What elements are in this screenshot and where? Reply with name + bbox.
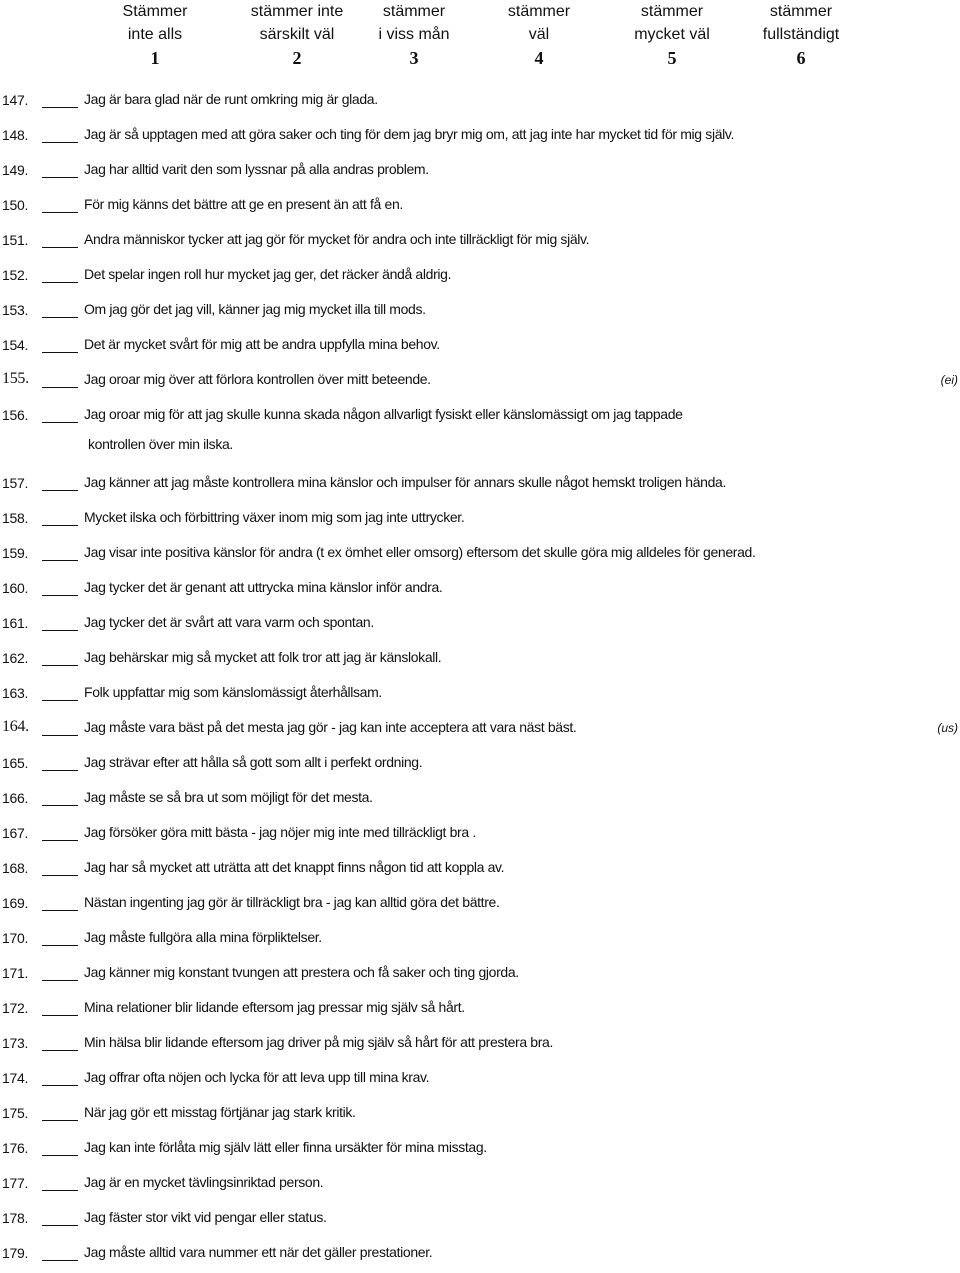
answer-blank[interactable]: [42, 770, 78, 771]
scale-label-line1: stämmer: [769, 3, 833, 20]
item-statement: Jag måste alltid vara nummer ett när det gäller prestationer.: [84, 1244, 433, 1260]
item-statement: Jag offrar ofta nöjen och lycka för att leva upp till mina krav.: [84, 1069, 430, 1085]
answer-blank[interactable]: [42, 317, 78, 318]
questionnaire-item: [0, 1063, 960, 1098]
item-statement: Min hälsa blir lidande eftersom jag driver på mig själv så hårt för att prestera bra.: [84, 1034, 554, 1050]
item-number: 155.: [2, 370, 29, 387]
item-statement: Det är mycket svårt för mig att be andra uppfylla mina behov.: [84, 336, 440, 352]
item-number: 176.: [2, 1140, 29, 1156]
item-statement: Jag är bara glad när de runt omkring mig är glada.: [84, 91, 378, 107]
item-number: 159.: [2, 545, 29, 561]
scale-value: 2: [292, 48, 302, 68]
answer-blank[interactable]: [42, 700, 78, 701]
item-number: 153.: [2, 302, 29, 318]
item-number: 166.: [2, 790, 29, 806]
answer-blank[interactable]: [42, 1015, 78, 1016]
item-statement: Jag kan inte förlåta mig själv lätt eller finna ursäkter för mina misstag.: [84, 1139, 487, 1155]
answer-blank[interactable]: [42, 560, 78, 561]
item-statement: Jag oroar mig över att förlora kontrollen över mitt beteende.: [84, 371, 431, 387]
item-statement: Jag fäster stor vikt vid pengar eller status.: [84, 1209, 327, 1225]
answer-blank[interactable]: [42, 805, 78, 806]
scale-label-line2: inte alls: [127, 26, 183, 43]
item-statement: Jag strävar efter att hålla så gott som allt i perfekt ordning.: [84, 754, 423, 770]
item-statement: Om jag gör det jag vill, känner jag mig mycket illa till mods.: [84, 301, 426, 317]
item-number: 157.: [2, 475, 29, 491]
item-statement: Jag har så mycket att uträtta att det knappt finns någon tid att koppla av.: [84, 859, 505, 875]
scale-option-2: [251, 0, 343, 70]
item-statement: Nästan ingenting jag gör är tillräckligt bra - jag kan alltid göra det bättre.: [84, 894, 500, 910]
item-number: 149.: [2, 162, 29, 178]
questionnaire-item: [0, 1133, 960, 1168]
answer-blank[interactable]: [42, 387, 78, 388]
item-statement: Jag oroar mig för att jag skulle kunna skada någon allvarligt fysiskt eller känslomässigt om jag tappade: [84, 406, 683, 422]
questionnaire-item: [0, 85, 960, 120]
scale-value: 5: [667, 48, 677, 68]
item-statement-continued: kontrollen över min ilska.: [88, 436, 233, 452]
item-number: 178.: [2, 1210, 29, 1226]
questionnaire-item: [0, 993, 960, 1028]
scale-label-line1: stämmer: [507, 3, 571, 20]
questionnaire-items: [0, 85, 960, 1273]
questionnaire-item: [0, 120, 960, 155]
item-number: 170.: [2, 930, 29, 946]
questionnaire-item: [0, 1238, 960, 1273]
scale-label-line1: stämmer: [382, 3, 446, 20]
answer-blank[interactable]: [42, 1190, 78, 1191]
questionnaire-item: [0, 643, 960, 678]
item-number: 162.: [2, 650, 29, 666]
scale-option-4: [508, 0, 570, 70]
questionnaire-item: [0, 190, 960, 225]
answer-blank[interactable]: [42, 1155, 78, 1156]
questionnaire-item: [0, 260, 960, 295]
item-number: 168.: [2, 860, 29, 876]
scale-option-3: [378, 0, 449, 70]
item-number: 163.: [2, 685, 29, 701]
item-number: 161.: [2, 615, 29, 631]
answer-blank[interactable]: [42, 212, 78, 213]
questionnaire-item: [0, 678, 960, 713]
item-statement: Mina relationer blir lidande eftersom jag pressar mig själv så hårt.: [84, 999, 465, 1015]
item-statement: Det spelar ingen roll hur mycket jag ger, det räcker ändå aldrig.: [84, 266, 452, 282]
item-number: 158.: [2, 510, 29, 526]
scale-label-line1: Stämmer: [122, 3, 188, 20]
questionnaire-item: [0, 365, 960, 400]
scale-label-line2: särskilt väl: [259, 26, 335, 43]
scale-option-6: [763, 0, 840, 70]
item-number: 160.: [2, 580, 29, 596]
answer-blank[interactable]: [42, 422, 78, 423]
questionnaire-item: [0, 1168, 960, 1203]
scale-label-line2: väl: [528, 26, 550, 43]
item-statement: Mycket ilska och förbittring växer inom mig som jag inte uttrycker.: [84, 509, 465, 525]
questionnaire-item: [0, 1203, 960, 1238]
item-number: 156.: [2, 407, 29, 423]
item-number: 148.: [2, 127, 29, 143]
questionnaire-item: [0, 538, 960, 573]
schema-code: (ei): [940, 373, 958, 387]
item-number: 177.: [2, 1175, 29, 1191]
answer-blank[interactable]: [42, 665, 78, 666]
item-statement: Jag försöker göra mitt bästa - jag nöjer mig inte med tillräckligt bra .: [84, 824, 476, 840]
scale-label-line1: stämmer inte: [250, 3, 344, 20]
scale-label-line2: i viss mån: [378, 26, 450, 43]
questionnaire-item: [0, 1098, 960, 1133]
answer-blank[interactable]: [42, 282, 78, 283]
item-statement: Jag måste fullgöra alla mina förpliktelser.: [84, 929, 322, 945]
answer-blank[interactable]: [42, 490, 78, 491]
item-number: 154.: [2, 337, 29, 353]
item-number: 151.: [2, 232, 29, 248]
questionnaire-item: [0, 330, 960, 365]
item-number: 179.: [2, 1245, 29, 1261]
scale-label-line2: mycket väl: [634, 26, 710, 43]
item-statement: Jag har alltid varit den som lyssnar på alla andras problem.: [84, 161, 429, 177]
item-statement: Jag tycker det är svårt att vara varm och spontan.: [84, 614, 374, 630]
item-number: 150.: [2, 197, 29, 213]
item-number: 164.: [2, 718, 29, 735]
item-number: 172.: [2, 1000, 29, 1016]
item-statement: Jag tycker det är genant att uttrycka mina känslor inför andra.: [84, 579, 443, 595]
item-number: 175.: [2, 1105, 29, 1121]
scale-option-1: [123, 0, 188, 70]
item-statement: Jag är så upptagen med att göra saker och ting för dem jag bryr mig om, att jag inte har mycket tid för mig själv.: [84, 126, 735, 142]
item-number: 174.: [2, 1070, 29, 1086]
questionnaire-item: [0, 958, 960, 993]
answer-blank[interactable]: [42, 107, 78, 108]
answer-blank[interactable]: [42, 910, 78, 911]
answer-blank[interactable]: [42, 247, 78, 248]
questionnaire-item: [0, 468, 960, 503]
answer-blank[interactable]: [42, 525, 78, 526]
scale-label-line2: fullständigt: [762, 26, 840, 43]
answer-blank[interactable]: [42, 1085, 78, 1086]
questionnaire-item: [0, 818, 960, 853]
questionnaire-item: [0, 748, 960, 783]
questionnaire-item: [0, 225, 960, 260]
scale-value: 6: [796, 48, 806, 68]
scale-option-5: [634, 0, 710, 70]
answer-blank[interactable]: [42, 177, 78, 178]
item-statement: För mig känns det bättre att ge en present än att få en.: [84, 196, 403, 212]
answer-blank[interactable]: [42, 142, 78, 143]
questionnaire-item: [0, 783, 960, 818]
item-statement: Folk uppfattar mig som känslomässigt återhållsam.: [84, 684, 382, 700]
questionnaire-item: [0, 503, 960, 538]
item-statement: Jag känner mig konstant tvungen att prestera och få saker och ting gjorda.: [84, 964, 519, 980]
questionnaire-item: [0, 400, 960, 468]
item-statement: Jag behärskar mig så mycket att folk tror att jag är känslokall.: [84, 649, 442, 665]
questionnaire-item: [0, 1028, 960, 1063]
answer-blank[interactable]: [42, 980, 78, 981]
scale-value: 4: [534, 48, 544, 68]
item-statement: Jag känner att jag måste kontrollera mina känslor och impulser för annars skulle något hemskt troligen hända.: [84, 474, 726, 490]
scale-value: 1: [150, 48, 160, 68]
questionnaire-item: [0, 923, 960, 958]
item-number: 152.: [2, 267, 29, 283]
questionnaire-item: [0, 573, 960, 608]
scale-value: 3: [409, 48, 419, 68]
questionnaire-item: [0, 888, 960, 923]
questionnaire-item: [0, 713, 960, 748]
answer-blank[interactable]: [42, 1225, 78, 1226]
item-number: 171.: [2, 965, 29, 981]
answer-blank[interactable]: [42, 735, 78, 736]
item-number: 173.: [2, 1035, 29, 1051]
answer-blank[interactable]: [42, 945, 78, 946]
scale-label-line1: stämmer: [640, 3, 704, 20]
questionnaire-item: [0, 853, 960, 888]
answer-blank[interactable]: [42, 1260, 78, 1261]
item-statement: Jag visar inte positiva känslor för andra (t ex ömhet eller omsorg) eftersom det skulle göra mig alldeles för generad.: [84, 544, 756, 560]
rating-scale-header: [0, 0, 960, 70]
answer-blank[interactable]: [42, 875, 78, 876]
answer-blank[interactable]: [42, 1050, 78, 1051]
schema-code: (us): [937, 721, 958, 735]
questionnaire-item: [0, 295, 960, 330]
item-statement: Jag måste se så bra ut som möjligt för det mesta.: [84, 789, 373, 805]
answer-blank[interactable]: [42, 595, 78, 596]
answer-blank[interactable]: [42, 840, 78, 841]
item-number: 167.: [2, 825, 29, 841]
item-number: 165.: [2, 755, 29, 771]
questionnaire-item: [0, 608, 960, 643]
answer-blank[interactable]: [42, 630, 78, 631]
item-number: 169.: [2, 895, 29, 911]
item-number: 147.: [2, 92, 29, 108]
item-statement: Jag måste vara bäst på det mesta jag gör - jag kan inte acceptera att vara näst bäst.: [84, 719, 577, 735]
item-statement: Andra människor tycker att jag gör för mycket för andra och inte tillräckligt för mig själv.: [84, 231, 590, 247]
answer-blank[interactable]: [42, 1120, 78, 1121]
item-statement: Jag är en mycket tävlingsinriktad person.: [84, 1174, 324, 1190]
answer-blank[interactable]: [42, 352, 78, 353]
item-statement: När jag gör ett misstag förtjänar jag stark kritik.: [84, 1104, 356, 1120]
questionnaire-item: [0, 155, 960, 190]
